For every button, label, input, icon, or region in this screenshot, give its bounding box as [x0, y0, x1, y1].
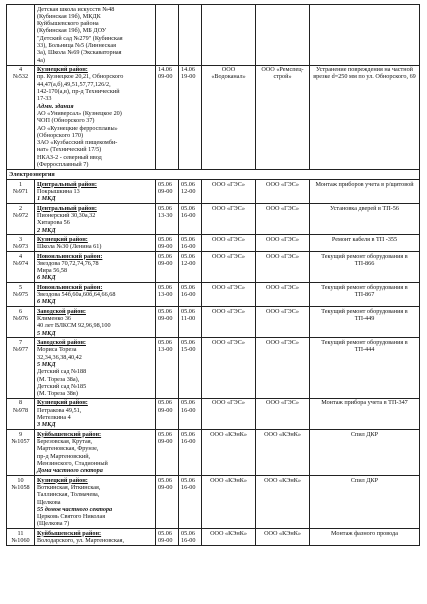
address-cell: [35, 204, 156, 235]
contractor-org: ООО «Ремспец-строй»: [261, 66, 304, 81]
contractor-cell: [256, 529, 310, 546]
address-line: "Детский сад №279" (Кубинская: [37, 34, 123, 42]
owner-cell: [202, 65, 256, 169]
row-number: 8: [18, 399, 23, 407]
row-number: 4: [18, 252, 23, 260]
owner-cell: [202, 180, 256, 204]
row-number-cell: [7, 307, 35, 338]
address-line: Кузнецкий район:: [37, 235, 88, 243]
request-id: №972: [12, 211, 29, 219]
request-id: №976: [12, 315, 29, 322]
address-line: 1 МКД: [37, 195, 56, 203]
address-line: Кузнецкий район:: [37, 399, 88, 407]
address-line: Мартеновская, Фрунзе,: [37, 445, 99, 453]
address-line: Воткинская, Иткинская,: [37, 483, 101, 491]
contractor-org: ООО «ГЭС»: [266, 235, 299, 243]
address-line: Адмн. здания: [37, 102, 74, 110]
row-number-cell: [7, 476, 35, 529]
table-row: [7, 338, 420, 399]
address-cell: [35, 180, 156, 204]
address-line: Новоильинский район:: [37, 252, 103, 260]
address-line: 55 домов частного сектора: [37, 505, 113, 513]
end-date: 05.06: [181, 399, 195, 407]
address-line: Мензинского, Стадионный: [37, 459, 108, 467]
row-number-cell: [7, 235, 35, 252]
end-cell: [179, 235, 202, 252]
contractor-cell: [256, 180, 310, 204]
contractor-org: ООО «ГЭС»: [266, 307, 299, 315]
contractor-cell: [256, 5, 310, 66]
table-body: [7, 5, 420, 546]
address-cell: [35, 529, 156, 546]
row-number-cell: [7, 430, 35, 476]
table-row: [7, 430, 420, 476]
start-cell: [156, 180, 179, 204]
end-date: 05.06: [181, 252, 195, 260]
work-cell: [310, 476, 420, 529]
row-number-cell: [7, 252, 35, 283]
work-cell: [310, 529, 420, 546]
contractor-cell: [256, 235, 310, 252]
row-number-cell: [7, 204, 35, 235]
table-row: [7, 65, 420, 169]
address-line: 5 МКД: [37, 329, 56, 337]
work-cell: [310, 283, 420, 307]
contractor-org: ООО «КЭнК»: [264, 476, 301, 484]
end-date: 05.06: [181, 430, 195, 438]
end-time: 16-00: [181, 406, 196, 414]
end-date: 05.06: [181, 204, 195, 212]
address-line: Новоильинский район:: [37, 283, 103, 291]
start-time: 09-00: [158, 438, 173, 445]
address-line: Хитарова 56: [37, 219, 70, 227]
work-description: Установка дверей в ТП-56: [330, 204, 399, 212]
end-time: 11-00: [181, 315, 196, 322]
address-line: Дома частного сектора: [37, 467, 103, 475]
address-cell: [35, 5, 156, 66]
contractor-org: ООО «ГЭС»: [266, 338, 299, 346]
start-date: 05.06: [158, 235, 172, 243]
row-number: 3: [18, 235, 23, 243]
request-id: №973: [12, 243, 29, 251]
address-line: Мориса Тореза: [37, 346, 77, 354]
table-row: [7, 5, 420, 66]
work-cell: [310, 5, 420, 66]
end-cell: [179, 204, 202, 235]
address-line: Церковь Святого Николая: [37, 513, 106, 521]
owner-cell: [202, 529, 256, 546]
row-number-cell: [7, 65, 35, 169]
owner-org: ООО «ГЭС»: [212, 252, 245, 260]
owner-org: ООО «ГЭС»: [212, 204, 245, 212]
address-line: Детская школа искусств №48: [37, 5, 115, 13]
owner-cell: [202, 252, 256, 283]
start-cell: [156, 307, 179, 338]
start-date: 05.06: [158, 283, 172, 291]
owner-cell: [202, 5, 256, 66]
address-line: 2 МКД: [37, 226, 56, 234]
end-cell: [179, 65, 202, 169]
row-number: 6: [18, 307, 23, 315]
work-description: Текущий ремонт оборудования в ТП-449: [321, 307, 408, 322]
address-line: Центральный район:: [37, 180, 97, 188]
address-line: 33), Больница №5 (Линнеская: [37, 42, 116, 50]
work-description: Монтаж приборов учета в р/щитовой: [315, 180, 414, 188]
address-line: пр-д Мартеновский,: [37, 452, 91, 460]
address-line: 4а): [37, 56, 45, 64]
table-row: [7, 180, 420, 204]
end-date: 05.06: [181, 235, 195, 243]
end-date: 05.06: [181, 283, 195, 291]
owner-cell: [202, 307, 256, 338]
address-line: (Кубинская 19б), МКДК: [37, 12, 101, 20]
address-line: (Обнорского 170): [37, 131, 84, 139]
address-cell: [35, 430, 156, 476]
address-line: 3 МКД: [37, 421, 56, 429]
address-line: Школа №30 (Ленина 61): [37, 243, 102, 251]
row-number: 1: [18, 180, 23, 188]
owner-org: ООО «ГЭС»: [212, 180, 245, 188]
work-cell: [310, 307, 420, 338]
address-line: ЗАО «Кузбасский пищекомби-: [37, 139, 118, 147]
end-time: 16-00: [181, 211, 196, 219]
start-date: 05.06: [158, 430, 172, 438]
start-date: 05.06: [158, 307, 172, 315]
address-line: Березовская, Крутая,: [37, 438, 93, 445]
address-line: Мира 56,58: [37, 267, 68, 275]
row-number: 5: [18, 283, 23, 291]
start-cell: [156, 338, 179, 399]
outage-schedule-table: [6, 4, 420, 546]
address-line: Метелкина 4: [37, 414, 71, 422]
request-id: №977: [12, 346, 29, 354]
end-time: 15-00: [181, 346, 196, 354]
start-cell: [156, 283, 179, 307]
owner-cell: [202, 338, 256, 399]
work-cell: [310, 338, 420, 399]
owner-org: ООО «ГЭС»: [212, 399, 245, 407]
contractor-org: ООО «ГЭС»: [266, 180, 299, 188]
contractor-org: ООО «ГЭС»: [266, 283, 299, 291]
owner-org: ООО «КЭнК»: [210, 430, 247, 438]
request-id: №532: [12, 73, 29, 81]
address-line: нат» (Технический 17/5): [37, 146, 102, 154]
end-date: 05.06: [181, 476, 195, 484]
end-time: 16-00: [181, 438, 196, 445]
contractor-cell: [256, 204, 310, 235]
work-description: Текущий ремонт оборудования в ТП-866: [321, 252, 408, 267]
address-line: Володарского, ул. Мартеновская,: [37, 537, 125, 545]
end-cell: [179, 307, 202, 338]
start-cell: [156, 235, 179, 252]
address-line: Кузнецкий район:: [37, 66, 88, 73]
end-time: 19-00: [181, 73, 196, 81]
start-date: 05.06: [158, 180, 172, 188]
start-cell: [156, 529, 179, 546]
request-id: №1058: [11, 483, 30, 491]
request-id: №975: [12, 291, 29, 299]
end-cell: [179, 476, 202, 529]
start-time: 09-00: [158, 243, 173, 251]
table-row: [7, 307, 420, 338]
address-line: Заводской район:: [37, 338, 86, 346]
end-cell: [179, 5, 202, 66]
request-id: №1060: [11, 537, 30, 545]
address-line: НКАЗ-2 - северный ввод: [37, 153, 102, 161]
table-row: [7, 252, 420, 283]
owner-cell: [202, 430, 256, 476]
address-line: Куйбышевский район:: [37, 430, 102, 438]
contractor-org: ООО «КЭнК»: [264, 529, 301, 537]
start-time: 09-00: [158, 406, 173, 414]
address-cell: [35, 252, 156, 283]
address-cell: [35, 307, 156, 338]
address-line: Куйбышевского района: [37, 20, 99, 28]
work-description: Устранение повреждения на частной врезке d=250 мм по ул. Обнорского, 69: [313, 66, 416, 81]
address-line: 17-33: [37, 95, 52, 103]
owner-org: ООО «ГЭС»: [212, 283, 245, 291]
end-cell: [179, 430, 202, 476]
request-id: №1057: [11, 438, 30, 445]
start-time: 09-00: [158, 315, 173, 322]
start-date: 05.06: [158, 399, 172, 407]
start-time: 13-30: [158, 211, 173, 219]
owner-cell: [202, 476, 256, 529]
owner-org: ООО «КЭнК»: [210, 476, 247, 484]
work-cell: [310, 180, 420, 204]
end-time: 16-00: [181, 537, 196, 545]
start-date: 05.06: [158, 529, 172, 537]
owner-org: ООО «ГЭС»: [212, 235, 245, 243]
contractor-cell: [256, 252, 310, 283]
section-row: [7, 169, 420, 179]
address-line: (Щелкова 7): [37, 520, 70, 528]
address-line: Заводской район:: [37, 307, 86, 315]
end-time: 12-00: [181, 259, 196, 267]
start-time: 13-00: [158, 291, 173, 299]
start-time: 09-00: [158, 537, 173, 545]
address-cell: [35, 398, 156, 429]
address-cell: [35, 338, 156, 399]
work-cell: [310, 430, 420, 476]
address-cell: [35, 65, 156, 169]
address-line: 40 лет ВЛКСМ 92,96,98,100: [37, 322, 111, 330]
end-cell: [179, 252, 202, 283]
address-line: 44,47(а,б),49,51,57,77,126/2,: [37, 80, 111, 88]
start-cell: [156, 5, 179, 66]
address-line: (Кубинская 19б), МБ ДОУ: [37, 27, 107, 35]
end-cell: [179, 283, 202, 307]
address-line: Щелкова: [37, 498, 61, 506]
work-cell: [310, 235, 420, 252]
work-cell: [310, 252, 420, 283]
work-description: Монтаж фазного провода: [331, 529, 398, 537]
row-number: 2: [18, 204, 23, 212]
request-id: №974: [12, 259, 29, 267]
work-cell: [310, 65, 420, 169]
address-line: Куйбышевский район:: [37, 529, 102, 537]
start-date: 05.06: [158, 338, 172, 346]
end-time: 12-00: [181, 188, 196, 195]
address-line: АО «Универсал» (Кузнецкое 20): [37, 109, 122, 117]
row-number: 7: [18, 338, 23, 346]
address-line: 6 МКД: [37, 298, 56, 306]
address-cell: [35, 476, 156, 529]
row-number-cell: [7, 398, 35, 429]
contractor-org: ООО «ГЭС»: [266, 399, 299, 407]
row-number-cell: [7, 180, 35, 204]
address-line: (М. Тореза 38а),: [37, 375, 80, 383]
start-time: 13-00: [158, 346, 173, 354]
work-cell: [310, 398, 420, 429]
address-line: Звездова 70,72,74,76,78: [37, 259, 99, 267]
owner-org: ООО «ГЭС»: [212, 307, 245, 315]
table-row: [7, 529, 420, 546]
address-cell: [35, 283, 156, 307]
end-time: 16-00: [181, 483, 196, 491]
end-cell: [179, 180, 202, 204]
owner-cell: [202, 398, 256, 429]
address-line: ЧОП (Обнорского 37): [37, 117, 95, 125]
work-description: Монтаж прибора учета в ТП-347: [321, 399, 408, 407]
start-date: 14.06: [158, 66, 172, 73]
row-number-cell: [7, 338, 35, 399]
owner-cell: [202, 235, 256, 252]
work-description: Спил ДКР: [350, 430, 379, 438]
end-time: 16-00: [181, 291, 196, 299]
address-line: Пионерский 30,30а,32: [37, 211, 96, 219]
start-time: 09-00: [158, 483, 173, 491]
address-line: пр. Кузнецкое 20,21, Обнорского: [37, 73, 124, 81]
start-date: 05.06: [158, 476, 172, 484]
section-title: Электроэнергия: [9, 170, 55, 178]
end-cell: [179, 338, 202, 399]
contractor-org: ООО «ГЭС»: [266, 204, 299, 212]
address-line: Таллинская, Толмачева,: [37, 491, 100, 499]
address-line: Покрышкина 13: [37, 188, 80, 195]
address-line: Звездова 54б,60а,60б,64,66,68: [37, 291, 116, 299]
address-line: 142-170(а,в), пр-д Технический: [37, 87, 120, 95]
end-date: 05.06: [181, 338, 195, 346]
address-line: Детский сад №185: [37, 382, 87, 390]
address-line: 5 МКД: [37, 360, 56, 368]
end-date: 14.06: [181, 66, 195, 73]
owner-cell: [202, 283, 256, 307]
address-line: 3а), Школа №69 (Экскаваторная: [37, 49, 122, 57]
end-date: 05.06: [181, 307, 195, 315]
row-number: 4: [18, 66, 23, 73]
owner-org: ООО «ГЭС»: [212, 338, 245, 346]
contractor-org: ООО «ГЭС»: [266, 252, 299, 260]
table-row: [7, 204, 420, 235]
end-cell: [179, 398, 202, 429]
address-line: Детский сад №188: [37, 368, 87, 376]
contractor-cell: [256, 398, 310, 429]
start-time: 09-00: [158, 188, 173, 195]
table-row: [7, 476, 420, 529]
table-row: [7, 283, 420, 307]
end-cell: [179, 529, 202, 546]
start-cell: [156, 476, 179, 529]
contractor-cell: [256, 476, 310, 529]
row-number-cell: [7, 5, 35, 66]
start-date: 05.06: [158, 204, 172, 212]
contractor-cell: [256, 283, 310, 307]
work-description: Спил ДКР: [350, 476, 379, 484]
address-line: 32,34,36,38,40,42: [37, 353, 82, 361]
contractor-cell: [256, 65, 310, 169]
table-row: [7, 398, 420, 429]
address-line: (Ферросплавный 7): [37, 161, 89, 169]
start-cell: [156, 252, 179, 283]
owner-cell: [202, 204, 256, 235]
end-date: 05.06: [181, 180, 195, 188]
table-row: [7, 235, 420, 252]
start-date: 05.06: [158, 252, 172, 260]
request-id: №971: [12, 188, 29, 195]
start-cell: [156, 204, 179, 235]
end-time: 16-00: [181, 243, 196, 251]
address-line: (М. Тореза 38в): [37, 390, 78, 398]
contractor-cell: [256, 307, 310, 338]
address-line: Кузнецкий район:: [37, 476, 88, 484]
contractor-cell: [256, 430, 310, 476]
request-id: №978: [12, 406, 29, 414]
row-number-cell: [7, 529, 35, 546]
owner-org: ООО «Водоканал»: [211, 66, 246, 81]
address-line: 6 МКД: [37, 274, 56, 282]
row-number: 10: [17, 476, 24, 484]
row-number-cell: [7, 283, 35, 307]
contractor-org: ООО «КЭнК»: [264, 430, 301, 438]
section-cell: [7, 169, 420, 179]
start-cell: [156, 65, 179, 169]
work-description: Текущий ремонт оборудования в ТП-867: [321, 283, 408, 299]
owner-org: ООО «КЭнК»: [210, 529, 247, 537]
address-cell: [35, 235, 156, 252]
row-number: 9: [18, 430, 23, 438]
work-description: Ремонт кабеля в ТП -355: [331, 235, 398, 243]
start-cell: [156, 398, 179, 429]
start-time: 09-00: [158, 259, 173, 267]
end-date: 05.06: [181, 529, 195, 537]
contractor-cell: [256, 338, 310, 399]
address-line: АО «Кузнецкие ферросплавы»: [37, 124, 118, 132]
row-number: 11: [17, 529, 24, 537]
address-line: Центральный район:: [37, 204, 97, 212]
address-line: Петракова 49,51,: [37, 406, 82, 414]
work-cell: [310, 204, 420, 235]
address-line: Клименко 36: [37, 315, 72, 322]
start-cell: [156, 430, 179, 476]
work-description: Текущий ремонт оборудования в ТП-444: [321, 338, 408, 354]
start-time: 09-00: [158, 73, 173, 81]
